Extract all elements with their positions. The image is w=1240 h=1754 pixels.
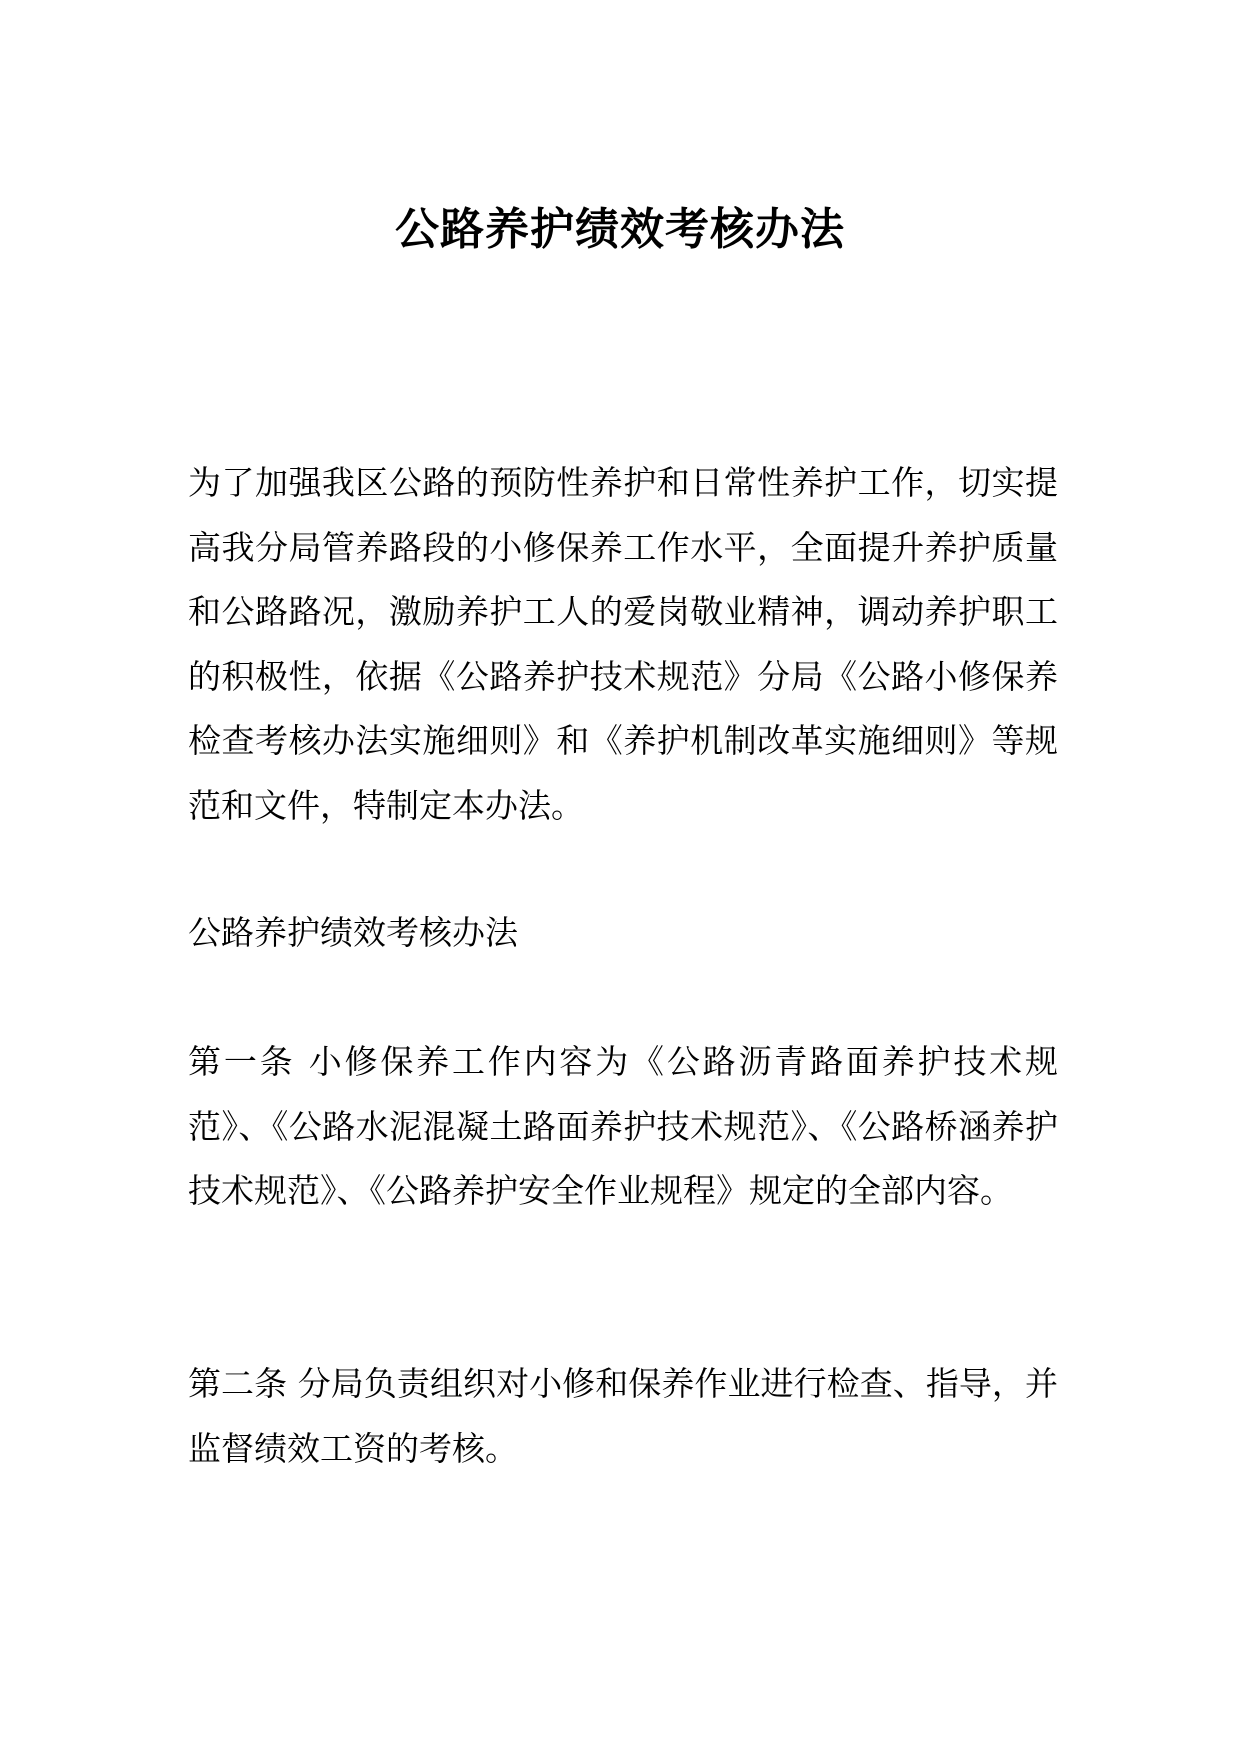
document-title: 公路养护绩效考核办法	[395, 204, 845, 255]
intro-paragraph: 为了加强我区公路的预防性养护和日常性养护工作，切实提高我分局管养路段的小修保养工作水平，全面提升养护质量和公路路况，激励养护工人的爱岗敬业精神，调动养护职工的积极性，依据《公路养护技术规范》分局《公路小修保养检查考核办法实施细则》和《养护机制改革实施细则》等规范和文件，特制定本办法。	[188, 463, 1058, 825]
section-heading: 公路养护绩效考核办法	[188, 913, 518, 952]
article-2-paragraph: 第二条 分局负责组织对小修和保养作业进行检查、指导，并监督绩效工资的考核。	[188, 1364, 1058, 1468]
article-1-paragraph: 第一条 小修保养工作内容为《公路沥青路面养护技术规范》、《公路水泥混凝土路面养护技术规范》、《公路桥涵养护技术规范》、《公路养护安全作业规程》规定的全部内容。	[188, 1042, 1058, 1210]
